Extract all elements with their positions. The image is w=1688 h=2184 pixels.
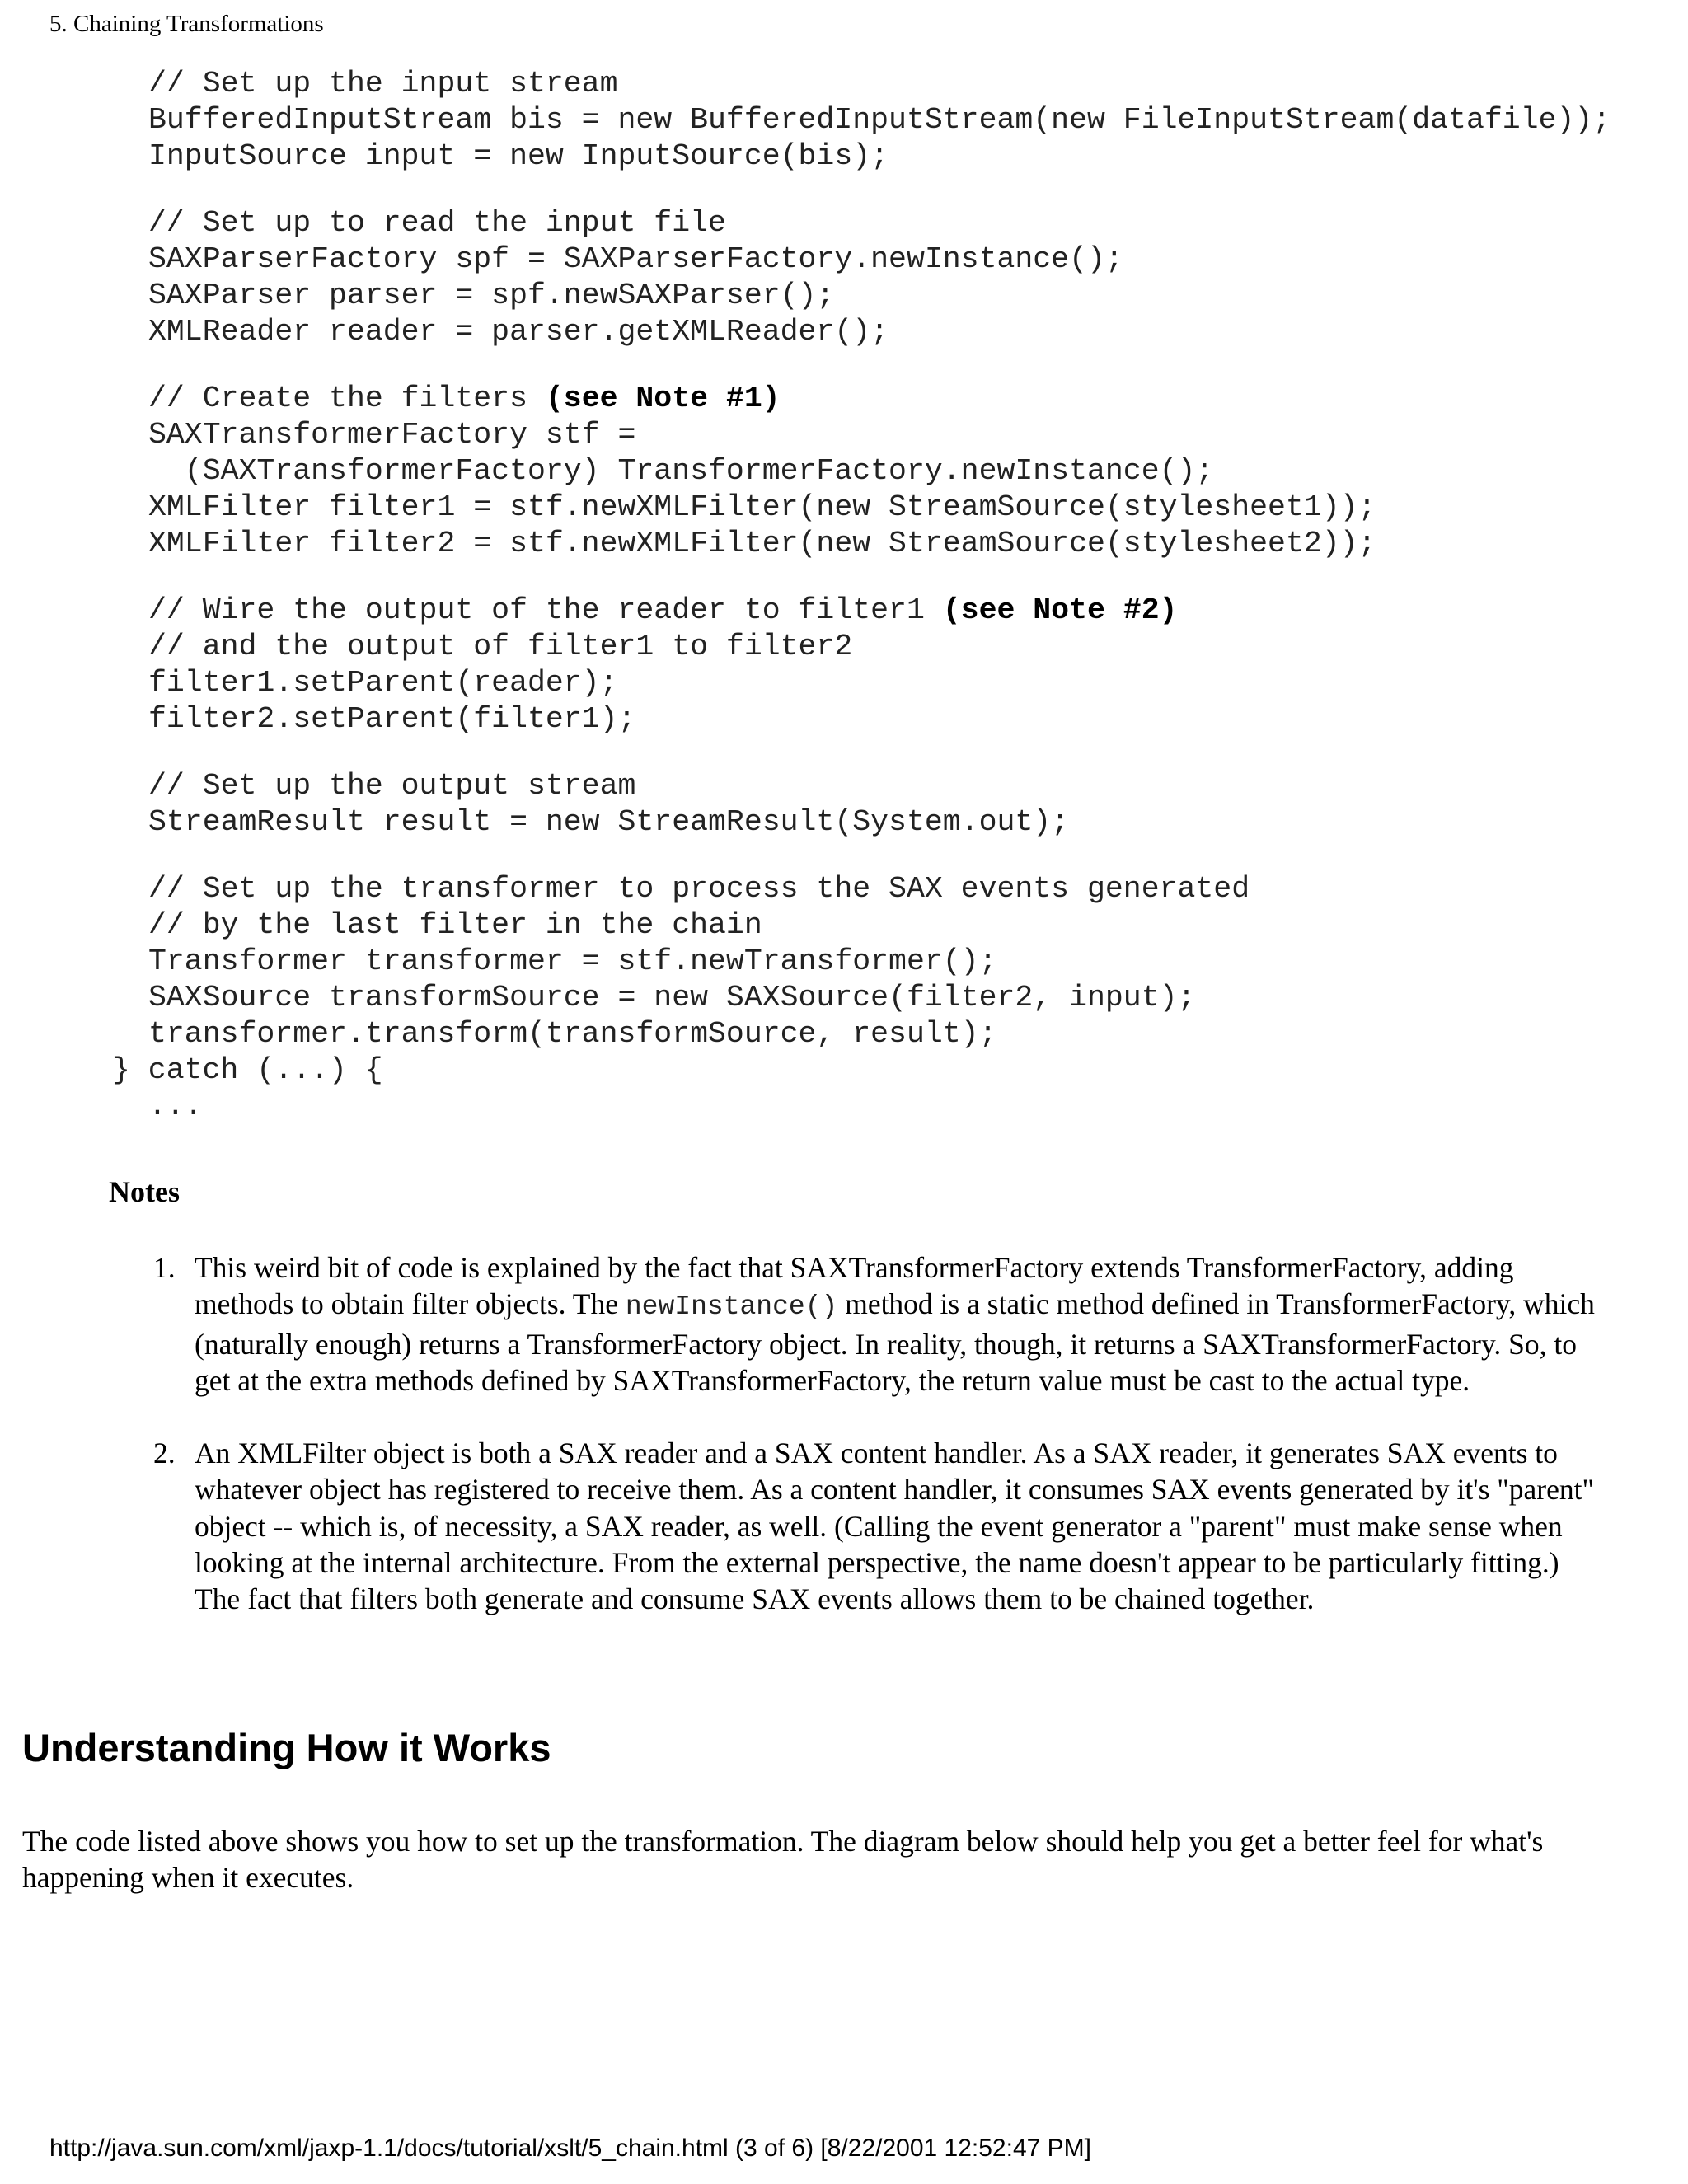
code-text: XMLReader reader = parser.getXMLReader(); [148,315,889,349]
inline-code: newInstance() [625,1291,838,1323]
code-text: XMLFilter filter1 = stf.newXMLFilter(new StreamSource(stylesheet1)); [148,490,1376,524]
code-line [148,804,1673,841]
code-group [112,871,1673,1125]
code-line [148,102,1673,138]
code-line [148,768,1673,804]
code-line [148,944,1673,980]
note-text: An XMLFilter object is both a SAX reader and a SAX content handler. As a SAX reader, it generates SAX events to whatever object has registered to receive them. As a content handler, it consumes SAX events generated by it's "parent" object -- which is, of necessity, a SAX reader, as well. (Calling the event generator a "parent" must make sense when looking at the internal architecture. From the external perspective, the name doesn't appear to be particularly fitting.) The fact that filters both generate and consume SAX events allows them to be chained together. [195,1436,1594,1616]
code-text: filter2.setParent(filter1); [148,702,636,736]
code-group [148,66,1673,175]
page-footer-url: http://java.sun.com/xml/jaxp-1.1/docs/tutorial/xslt/5_chain.html (3 of 6) [8/22/2001 12:52:47 PM] [49,2135,1091,2162]
code-text: InputSource input = new InputSource(bis); [148,139,889,173]
code-group [148,768,1673,841]
code-line [148,629,1673,665]
section-heading: Understanding How it Works [22,1726,551,1769]
code-line [148,314,1673,350]
code-line [148,871,1673,907]
notes-heading: Notes [109,1175,180,1208]
code-text: filter1.setParent(reader); [148,666,618,700]
code-text: // Set up the input stream [148,67,618,101]
code-group [148,205,1673,350]
code-text: SAXSource transformSource = new SAXSource(filter2, input); [148,981,1196,1015]
note-text-continued: method is a static method defined in TransformerFactory, which (naturally enough) returns a TransformerFactory object. In reality, though, it returns a SAXTransformerFactory. So, to get at the extra methods defined by SAXTransformerFactory, the return value must be cast to the actual type. [195,1287,1595,1397]
code-text: // by the last filter in the chain [148,908,762,942]
code-line [148,1089,1673,1125]
code-group [148,593,1673,738]
notes-list [153,1249,1596,1654]
note-reference: (see Note #2) [942,593,1178,627]
code-text: SAXParserFactory spf = SAXParserFactory.newInstance(); [148,242,1123,276]
code-text: SAXParser parser = spf.newSAXParser(); [148,279,835,312]
code-text: // Wire the output of the reader to filter1 [148,593,943,627]
note-number: 1. [153,1251,176,1284]
code-text: SAXTransformerFactory stf = [148,418,636,452]
note-item [153,1249,1596,1399]
code-line [112,1052,1673,1089]
code-line [148,526,1673,562]
code-text: // and the output of filter1 to filter2 [148,630,853,663]
code-text: } catch (...) { [112,1053,383,1087]
code-line [148,701,1673,738]
note-number: 2. [153,1436,176,1470]
code-listing [112,66,1673,1155]
code-line [148,278,1673,314]
code-text: transformer.transform(transformSource, result); [148,1017,997,1051]
code-line [148,417,1673,453]
code-line [148,66,1673,102]
code-line [148,241,1673,278]
code-text: (SAXTransformerFactory) TransformerFactory.newInstance(); [148,454,1214,488]
code-text: BufferedInputStream bis = new BufferedInputStream(new FileInputStream(datafile)); [148,103,1611,137]
code-text: Transformer transformer = stf.newTransformer(); [148,944,997,978]
code-line [148,453,1673,490]
code-line [148,1016,1673,1052]
note-reference: (see Note #1) [545,382,781,415]
code-line [148,381,1673,417]
code-text: StreamResult result = new StreamResult(System.out); [148,805,1070,839]
code-text: // Set up the transformer to process the SAX events generated [148,872,1250,906]
code-line [148,205,1673,241]
note-item [153,1435,1596,1617]
code-line [148,980,1673,1016]
code-group [148,381,1673,562]
code-line [148,138,1673,175]
code-text: // Create the filters [148,382,546,415]
code-text: // Set up to read the input file [148,206,726,240]
page-header: 5. Chaining Transformations [49,11,324,37]
code-line [148,665,1673,701]
code-line [148,490,1673,526]
code-line [148,907,1673,944]
code-line [148,593,1673,629]
code-text: ... [148,1090,203,1123]
body-paragraph: The code listed above shows you how to set up the transformation. The diagram below should help you get a better feel for what's happening when it executes. [22,1825,1544,1895]
code-text: XMLFilter filter2 = stf.newXMLFilter(new StreamSource(stylesheet2)); [148,527,1376,560]
note-text: This weird bit of code is explained by the fact that SAXTransformerFactory extends TransformerFactory, adding methods to obtain filter objects. The [195,1251,1514,1321]
code-text: // Set up the output stream [148,769,636,803]
